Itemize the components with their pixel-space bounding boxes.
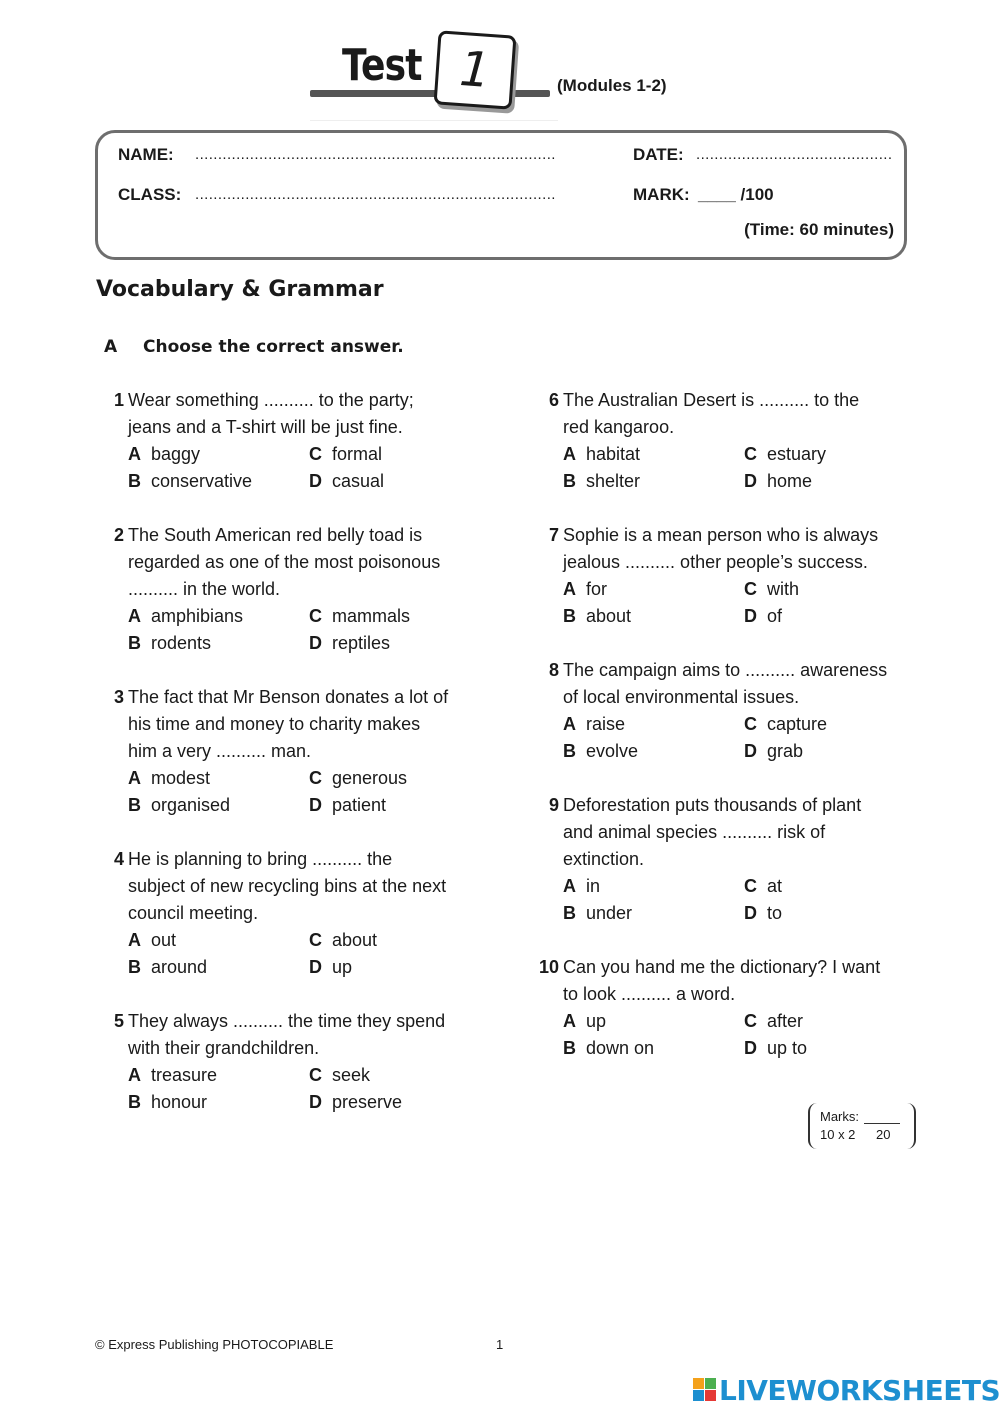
answer-option[interactable]: A for	[563, 579, 608, 599]
class-label: CLASS:	[118, 185, 182, 204]
answer-option[interactable]: B evolve	[563, 741, 639, 761]
question-8	[529, 657, 889, 765]
question-6	[529, 387, 889, 495]
answer-option[interactable]: B rodents	[128, 633, 212, 653]
question-stem: Deforestation puts thousands of plant and animal species .......... risk of extinction.	[563, 795, 862, 869]
answer-option[interactable]: C estuary	[744, 444, 827, 464]
question-number: 9	[548, 795, 559, 815]
marks-blank[interactable]	[864, 1123, 900, 1124]
time-limit: (Time: 60 minutes)	[744, 220, 894, 239]
answer-option[interactable]: A habitat	[563, 444, 641, 464]
question-number: 1	[113, 390, 124, 410]
answer-option[interactable]: D grab	[744, 741, 804, 761]
question-number: 3	[113, 687, 124, 707]
question-5	[94, 1008, 454, 1116]
date-label: DATE:	[633, 145, 684, 164]
answer-option[interactable]: C capture	[744, 714, 828, 734]
answer-option[interactable]: D reptiles	[309, 633, 391, 653]
answer-option[interactable]: D casual	[309, 471, 385, 491]
answer-option[interactable]: B honour	[128, 1092, 208, 1112]
question-stem: Wear something .......... to the party; jeans and a T-shirt will be just fine.	[128, 390, 414, 437]
question-stem: He is planning to bring .......... the subject of new recycling bins at the next council meeting.	[128, 849, 447, 923]
marks-label: Marks:	[820, 1109, 859, 1124]
answer-option[interactable]: A in	[563, 876, 601, 896]
answer-option[interactable]: A treasure	[128, 1065, 218, 1085]
answer-option[interactable]: D patient	[309, 795, 387, 815]
section-title: Vocabulary & Grammar	[96, 277, 384, 302]
marks-box	[808, 1103, 916, 1149]
question-number: 4	[113, 849, 124, 869]
answer-option[interactable]: A modest	[128, 768, 211, 788]
mark-label: MARK:	[633, 185, 690, 204]
answer-option[interactable]: B organised	[128, 795, 231, 815]
answer-option[interactable]: D to	[744, 903, 783, 923]
page-number: 1	[496, 1337, 504, 1352]
answer-option[interactable]: D home	[744, 471, 813, 491]
answer-option[interactable]: A amphibians	[128, 606, 244, 626]
class-field[interactable]: ...............................................................................	[195, 186, 556, 203]
question-number: 8	[548, 660, 559, 680]
test-number-box	[434, 30, 517, 109]
header-rule	[310, 120, 558, 121]
question-stem: The Australian Desert is .......... to the red kangaroo.	[563, 390, 860, 437]
question-3	[94, 684, 454, 819]
question-number: 10	[538, 957, 559, 977]
answer-option[interactable]: A up	[563, 1011, 607, 1031]
answer-option[interactable]: C about	[309, 930, 378, 950]
question-number: 7	[548, 525, 559, 545]
test-number: 1	[457, 41, 493, 99]
answer-option[interactable]: C at	[744, 876, 783, 896]
answer-option[interactable]: D preserve	[309, 1092, 403, 1112]
question-stem: They always .......... the time they spend with their grandchildren.	[128, 1011, 446, 1058]
question-number: 2	[113, 525, 124, 545]
test-title: Test	[342, 40, 422, 91]
answer-option[interactable]: C after	[744, 1011, 804, 1031]
question-2	[94, 522, 454, 657]
marks-formula: 10 x 2	[820, 1127, 856, 1142]
answer-option[interactable]: B conservative	[128, 471, 253, 491]
answer-option[interactable]: B around	[128, 957, 208, 977]
question-7	[529, 522, 889, 630]
answer-option[interactable]: B shelter	[563, 471, 641, 491]
answer-option[interactable]: C mammals	[309, 606, 411, 626]
question-number: 5	[113, 1011, 124, 1031]
answer-option[interactable]: C formal	[309, 444, 383, 464]
answer-option[interactable]: C seek	[309, 1065, 371, 1085]
name-label: NAME:	[118, 145, 174, 164]
question-stem: The fact that Mr Benson donates a lot of his time and money to charity makes him a very .......... man.	[128, 687, 449, 761]
answer-option[interactable]: B under	[563, 903, 633, 923]
question-stem: Sophie is a mean person who is always jealous .......... other people’s success.	[563, 525, 879, 572]
mark-value: ____ /100	[698, 185, 774, 204]
answer-option[interactable]: D up to	[744, 1038, 808, 1058]
answer-option[interactable]: C generous	[309, 768, 408, 788]
question-stem: The South American red belly toad is regarded as one of the most poisonous .......... in the world.	[128, 525, 441, 599]
question-4	[94, 846, 454, 981]
title-underline	[310, 90, 550, 97]
marks-total: 20	[876, 1127, 891, 1142]
name-field[interactable]: ...............................................................................	[195, 146, 556, 163]
answer-option[interactable]: A out	[128, 930, 177, 950]
question-10	[529, 954, 889, 1062]
question-stem: Can you hand me the dictionary? I want to look .......... a word.	[563, 957, 881, 1004]
question-9	[529, 792, 889, 927]
instruction-text: Choose the correct answer.	[143, 337, 404, 357]
modules-label: (Modules 1-2)	[557, 76, 667, 95]
liveworksheets-logo-icon	[693, 1378, 717, 1402]
question-1	[94, 387, 454, 495]
answer-option[interactable]: B about	[563, 606, 632, 626]
liveworksheets-brand[interactable]: LIVEWORKSHEETS	[719, 1374, 1000, 1407]
answer-option[interactable]: A baggy	[128, 444, 201, 464]
question-number: 6	[548, 390, 559, 410]
copyright-notice: © Express Publishing PHOTOCOPIABLE	[95, 1337, 334, 1352]
answer-option[interactable]: D up	[309, 957, 353, 977]
instruction-letter: A	[104, 337, 118, 357]
answer-option[interactable]: B down on	[563, 1038, 655, 1058]
answer-option[interactable]: D of	[744, 606, 783, 626]
answer-option[interactable]: C with	[744, 579, 800, 599]
answer-option[interactable]: A raise	[563, 714, 626, 734]
question-stem: The campaign aims to .......... awareness of local environmental issues.	[563, 660, 888, 707]
date-field[interactable]: ...........................................	[696, 146, 893, 163]
